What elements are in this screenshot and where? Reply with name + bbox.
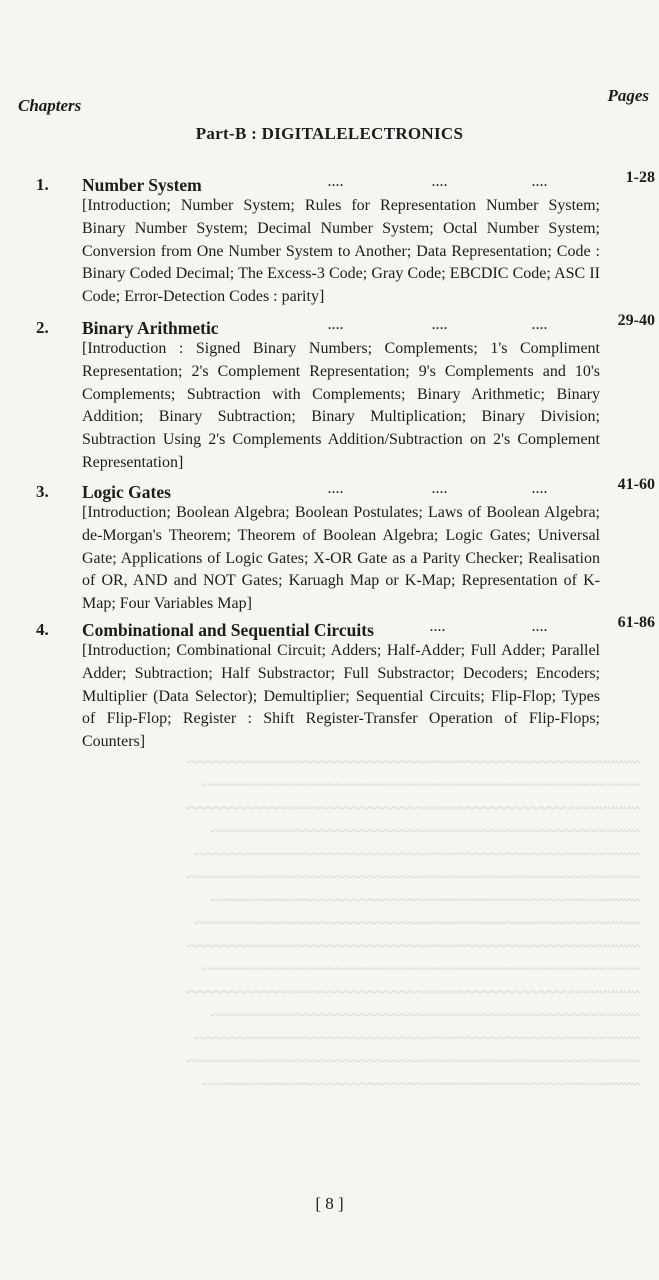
- leader-dots: ....: [432, 482, 448, 496]
- chapter-pages: 61-86: [617, 614, 655, 631]
- chapter-description: [Introduction : Signed Binary Numbers; Complements; 1's Compliment Representation; 2's Complement Representation; 9's Complements and 10's Complements; Subtraction with Complements; Binary Arithmetic; Binary Addition; Binary Subtraction; Binary Multiplication; Binary Division; Subtraction Using 2's Complements Addition/Subtraction on 2's Complement Representation]: [82, 340, 600, 471]
- chapters-heading: Chapters: [18, 96, 82, 115]
- chapter-number: 4.: [36, 620, 49, 639]
- leader-dots: ....: [328, 175, 344, 189]
- chapter-number: 1.: [36, 175, 49, 194]
- chapter-pages: 29-40: [617, 312, 655, 329]
- leader-dots: ....: [532, 620, 548, 634]
- leader-dots: ....: [432, 175, 448, 189]
- leader-dots: ....: [532, 318, 548, 332]
- leader-dots: ....: [532, 482, 548, 496]
- leader-dots: ....: [432, 318, 448, 332]
- chapter-number: 3.: [36, 482, 49, 501]
- chapter-description: [Introduction; Combinational Circuit; Adders; Half-Adder; Full Adder; Parallel Adder; Subtraction; Half Substractor; Full Substractor; Decoders; Encoders; Multiplier (Data Selector); Demultiplier; Sequential Circuits; Flip-Flop; Types of Flip-Flop; Register : Shift Register-Transfer Operation of Flip-Flops; Counters]: [82, 642, 600, 751]
- leader-dots: ....: [328, 482, 344, 496]
- leader-dots: ....: [430, 620, 446, 634]
- leader-dots: ....: [532, 175, 548, 189]
- leader-dots: ....: [328, 318, 344, 332]
- chapter-title: Logic Gates: [82, 482, 171, 502]
- chapter-pages: 41-60: [617, 476, 655, 493]
- show-through-text: ~~~~~~~~~~~~~~~~~~~~~~~~~~~~~~~~~~~~~~~~~~~~~~~~~~~~~~~~ ~~~~~~~~~~~~~~~~~~~~~~~~~~~~~~~~~~~~~~~~~~~~~~~~~~~~~~ ~~~~~~~~~~~~~~~~~~~~~~~~~~~~~~~~~~~~~~~~~~~~~~~~~~~~~~~~ ~~~~~~~~~~~~~~~~~~~~~~~~~~~~~~~~~~~~~~~~~~~~~~~~~~~~~ ~~~~~~~~~~~~~~~~~~~~~~~~~~~~~~~~~~~~~~~~~~~~~~~~~~~~~~~ ~~~~~~~~~~~~~~~~~~~~~~~~~~~~~~~~~~~~~~~~~~~~~~~~~~~~~~~~ ~~~~~~~~~~~~~~~~~~~~~~~~~~~~~~~~~~~~~~~~~~~~~~~~~~~~~ ~~~~~~~~~~~~~~~~~~~~~~~~~~~~~~~~~~~~~~~~~~~~~~~~~~~~~~~ ~~~~~~~~~~~~~~~~~~~~~~~~~~~~~~~~~~~~~~~~~~~~~~~~~~~~~~~~ ~~~~~~~~~~~~~~~~~~~~~~~~~~~~~~~~~~~~~~~~~~~~~~~~~~~~~~ ~~~~~~~~~~~~~~~~~~~~~~~~~~~~~~~~~~~~~~~~~~~~~~~~~~~~~~~~ ~~~~~~~~~~~~~~~~~~~~~~~~~~~~~~~~~~~~~~~~~~~~~~~~~~~~~ ~~~~~~~~~~~~~~~~~~~~~~~~~~~~~~~~~~~~~~~~~~~~~~~~~~~~~~~ ~~~~~~~~~~~~~~~~~~~~~~~~~~~~~~~~~~~~~~~~~~~~~~~~~~~~~~~~ ~~~~~~~~~~~~~~~~~~~~~~~~~~~~~~~~~~~~~~~~~~~~~~~~~~~~~~: [185, 755, 640, 1093]
- chapter-description: [Introduction; Boolean Algebra; Boolean Postulates; Laws of Boolean Algebra; de-Morgan's Theorem; Theorem of Boolean Algebra; Logic Gates; Universal Gate; Applications of Logic Gates; X-OR Gate as a Parity Checker; Realisation of OR, AND and NOT Gates; Karuagh Map or K-Map; Representation of K-Map; Four Variables Map]: [82, 504, 600, 613]
- pages-heading: Pages: [607, 86, 649, 105]
- chapter-pages: 1-28: [625, 169, 655, 186]
- chapter-number: 2.: [36, 318, 49, 337]
- page-number: [ 8 ]: [315, 1194, 344, 1213]
- chapter-description: [Introduction; Number System; Rules for Representation Number System; Binary Number System; Decimal Number System; Octal Number System; Conversion from One Number System to Another; Data Representation; Code : Binary Coded Decimal; The Excess-3 Code; Gray Code; EBCDIC Code; ASC II Code; Error-Detection Codes : parity]: [82, 197, 600, 306]
- chapter-title: Binary Arithmetic: [82, 318, 219, 338]
- part-title: Part-B : DIGITALELECTRONICS: [195, 124, 464, 143]
- chapter-title: Combinational and Sequential Circuits: [82, 620, 374, 640]
- chapter-title: Number System: [82, 175, 202, 195]
